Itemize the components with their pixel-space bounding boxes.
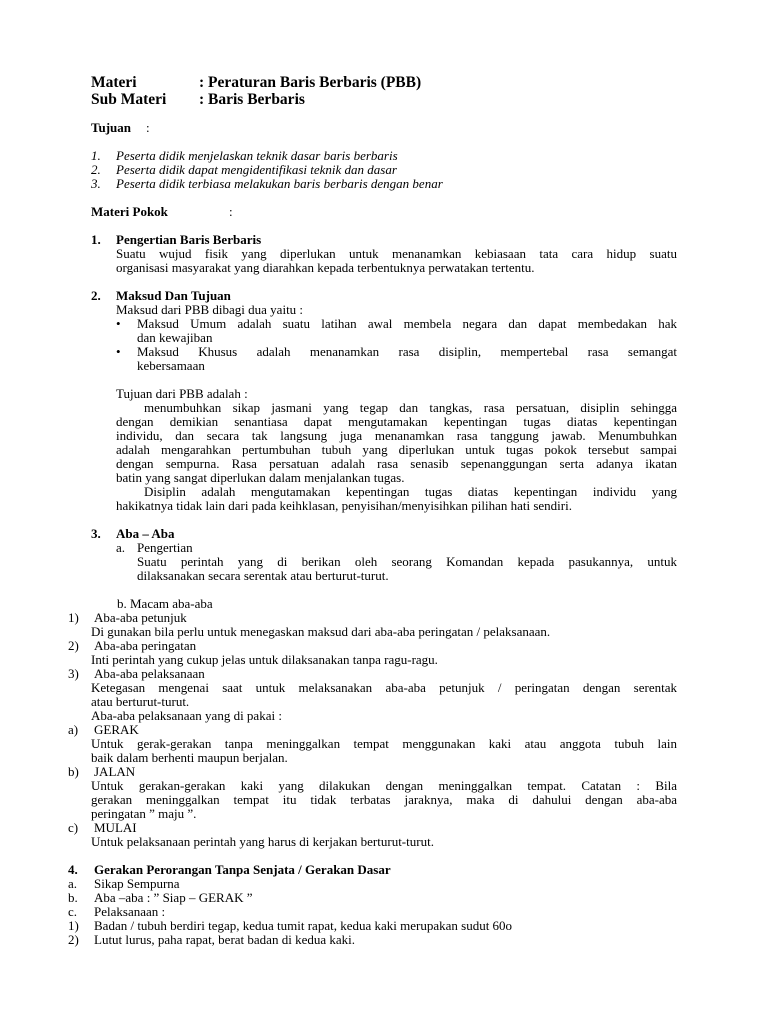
list-title: MULAI — [94, 820, 137, 835]
tujuan-item: Peserta didik menjelaskan teknik dasar baris berbaris — [116, 148, 398, 163]
body-line: Ketegasan mengenai saat untuk melaksanakan aba-aba petunjuk / peringatan dengan serentak — [91, 680, 677, 695]
body-line: dengan demikian senantiasa dapat mengutamakan kepentingan tugas diatas kepentingan — [116, 414, 677, 429]
body-line: hakikatnya tidak lain dari pada keihklasan, penyisihan/menyisihkan pilihan hati sendiri. — [116, 498, 572, 513]
body-line: Untuk pelaksanaan perintah yang harus di kerjakan berturut-turut. — [91, 834, 434, 849]
body-line: Aba-aba pelaksanaan yang di pakai : — [91, 708, 282, 723]
sub-materi-value: : Baris Berbaris — [199, 91, 305, 108]
body-line: Inti perintah yang cukup jelas untuk dilaksanakan tanpa ragu-ragu. — [91, 652, 438, 667]
body-line: Untuk gerakan-gerakan kaki yang dilakukan dengan meninggalkan tempat. Catatan : Bila — [91, 778, 677, 793]
list-num: b) — [68, 764, 79, 779]
list-title: Aba-aba pelaksanaan — [94, 666, 205, 681]
list-text: Aba –aba : ” Siap – GERAK ” — [94, 890, 253, 905]
list-num: 2) — [68, 638, 79, 653]
list-num: 3) — [68, 666, 79, 681]
body-line: Disiplin adalah mengutamakan kepentingan tugas diatas kepentingan individu yang — [144, 484, 677, 499]
tujuan-colon: : — [146, 120, 150, 135]
body-line: Suatu perintah yang di berikan oleh seorang Komandan kepada pasukannya, untuk — [137, 554, 677, 569]
body-line: Di gunakan bila perlu untuk menegaskan maksud dari aba-aba peringatan / pelaksanaan. — [91, 624, 551, 639]
body-line: batin yang sangat diperlukan dalam menjalankan tugas. — [116, 470, 405, 485]
list-text: Sikap Sempurna — [94, 876, 180, 891]
list-title: Aba-aba petunjuk — [94, 610, 187, 625]
sub-materi-label: Sub Materi — [91, 91, 167, 108]
sub-label: a. — [116, 540, 126, 555]
section-number: 1. — [91, 232, 101, 247]
body-line: Maksud dari PBB dibagi dua yaitu : — [116, 302, 304, 317]
body-line: menumbuhkan sikap jasmani yang tegap dan tangkas, rasa persatuan, disiplin sehingga — [144, 400, 677, 415]
body-line: Suatu wujud fisik yang diperlukan untuk menanamkan kebiasaan tata cara hidup suatu — [116, 246, 677, 261]
list-num: b. — [68, 890, 78, 905]
body-line: adalah mengarahkan pertumbuhan tubuh yang diperlukan untuk tugas pokok tersebut sampai — [116, 442, 677, 457]
list-title: GERAK — [94, 722, 139, 737]
bullet-line: kebersamaan — [137, 358, 205, 373]
list-text: Badan / tubuh berdiri tegap, kedua tumit rapat, kedua kaki merupakan sudut 60o — [94, 918, 513, 933]
list-num: 2) — [68, 932, 79, 947]
bullet-line: Maksud Khusus adalah menanamkan rasa disiplin, mempertebal rasa semangat — [137, 344, 677, 359]
list-title: JALAN — [94, 764, 136, 779]
materi-label: Materi — [91, 74, 137, 91]
body-line: gerakan meninggalkan tempat itu tidak terbatas jaraknya, maka di dahului dengan aba-aba — [91, 792, 677, 807]
tujuan-item: Peserta didik dapat mengidentifikasi teknik dan dasar — [116, 162, 397, 177]
section-title: Pengertian Baris Berbaris — [116, 232, 262, 247]
body-line: Tujuan dari PBB adalah : — [116, 386, 248, 401]
section-number: 3. — [91, 526, 101, 541]
list-num: a) — [68, 722, 79, 737]
bullet-icon: • — [116, 316, 121, 331]
tujuan-item: Peserta didik terbiasa melakukan baris berbaris dengan benar — [116, 176, 443, 191]
bullet-line: Maksud Umum adalah suatu latihan awal membela negara dan dapat membedakan hak — [137, 316, 677, 331]
bullet-line: dan kewajiban — [137, 330, 213, 345]
body-line: Untuk gerak-gerakan tanpa meninggalkan tempat menggunakan kaki atau anggota tubuh lain — [91, 736, 677, 751]
body-line: individu, dan secara tak langsung juga menanamkan rasa tanggung jawab. Menumbuhkan — [116, 428, 677, 443]
bullet-icon: • — [116, 344, 121, 359]
tujuan-num: 1. — [91, 148, 101, 163]
sub-title: Pengertian — [137, 540, 193, 555]
section-title: Gerakan Perorangan Tanpa Senjata / Gerakan Dasar — [94, 862, 391, 877]
section-title: Maksud Dan Tujuan — [116, 288, 231, 303]
section-number: 2. — [91, 288, 101, 303]
list-num: c. — [68, 904, 78, 919]
list-num: 1) — [68, 918, 79, 933]
list-num: a. — [68, 876, 78, 891]
materi-value: : Peraturan Baris Berbaris (PBB) — [199, 74, 422, 91]
list-title: Aba-aba peringatan — [94, 638, 197, 653]
tujuan-label: Tujuan — [91, 120, 131, 135]
tujuan-num: 2. — [91, 162, 101, 177]
body-line: dilaksanakan secara serentak atau berturut-turut. — [137, 568, 389, 583]
body-line: atau berturut-turut. — [91, 694, 190, 709]
tujuan-num: 3. — [91, 176, 101, 191]
sub-title: b. Macam aba-aba — [117, 596, 213, 611]
body-line: dengan sempurna. Rasa persatuan adalah rasa senasib sepenanggungan serta adanya ikatan — [116, 456, 677, 471]
materi-pokok-label: Materi Pokok — [91, 204, 168, 219]
section-title: Aba – Aba — [116, 526, 175, 541]
body-line: peringatan ” maju ”. — [91, 806, 197, 821]
list-num: c) — [68, 820, 79, 835]
list-text: Lutut lurus, paha rapat, berat badan di kedua kaki. — [94, 932, 355, 947]
list-num: 1) — [68, 610, 79, 625]
body-line: organisasi masyarakat yang diarahkan kepada terbentuknya perwatakan tertentu. — [116, 260, 535, 275]
list-text: Pelaksanaan : — [94, 904, 166, 919]
section-number: 4. — [68, 862, 78, 877]
materi-pokok-colon: : — [229, 204, 233, 219]
body-line: baik dalam berhenti maupun berjalan. — [91, 750, 288, 765]
